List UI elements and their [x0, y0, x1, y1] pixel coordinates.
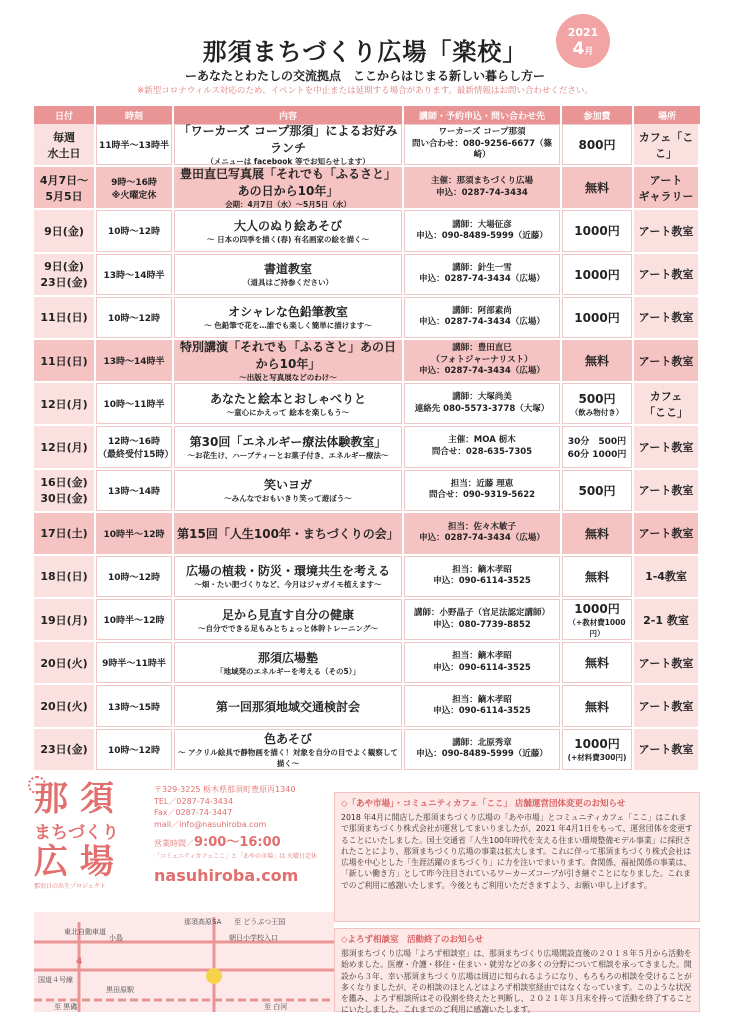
cell-fee: 800円 — [562, 124, 634, 165]
map-label: 至 白河 — [264, 1003, 288, 1011]
header-content: 内容 — [174, 106, 404, 124]
table-row — [34, 383, 700, 426]
cell-content: 第30回「エネルギー療法体験教室」 ～お花生け、ハーブティーとお菓子付き、エネルギー療法～ — [174, 426, 404, 467]
table-row — [34, 729, 700, 772]
map-label: 朝日小学校入口 — [229, 934, 278, 942]
table-row — [34, 556, 700, 599]
cell-content: 書道教室 （道具はご持参ください） — [174, 254, 404, 295]
notice-box-cafe — [334, 792, 700, 922]
cell-fee: 500円 — [562, 470, 634, 511]
cell-time: 13時～15時 — [96, 685, 174, 726]
notice-title: ◇よろず相談室 活動終了のお知らせ — [341, 935, 484, 945]
cell-date: 18日(日) — [34, 556, 96, 597]
address: 〒329-3225 栃木県那須町豊原丙1340 — [154, 785, 296, 794]
cell-date: 毎週 水土日 — [34, 124, 96, 165]
cell-fee: 30分 500円 60分 1000円 — [562, 426, 634, 467]
cell-time: 12時～16時 （最終受付15時） — [96, 426, 174, 467]
cell-fee: 1000円 — [562, 210, 634, 251]
cell-date: 23日(金) — [34, 729, 96, 770]
cell-place: カフェ 「ここ」 — [634, 383, 700, 424]
cell-place: カフェ「ここ」 — [634, 124, 700, 165]
cell-place: 2-1 教室 — [634, 599, 700, 640]
cell-time: 13時～14時 — [96, 470, 174, 511]
cell-time: 13時～14時半 — [96, 254, 174, 295]
cell-place: アート教室 — [634, 210, 700, 251]
cell-date: 11日(日) — [34, 340, 96, 381]
cell-place: アート教室 — [634, 513, 700, 554]
table-row — [34, 599, 700, 642]
logo — [34, 779, 154, 890]
cell-content: 広場の植栽・防災・環境共生を考える ～畑・たい肥づくりなど、今月はジャガイモ植えます～ — [174, 556, 404, 597]
page-title: 那須まちづくり広場「楽校」 — [202, 38, 528, 66]
month-badge — [556, 14, 610, 68]
cell-date: 12日(月) — [34, 383, 96, 424]
fax: Fax／0287-74-3447 — [154, 808, 233, 818]
cell-contact: 講師：大塚尚美 連絡先 080-5573-3778（大塚） — [404, 383, 562, 424]
cell-place: アート教室 — [634, 340, 700, 381]
cell-content: 大人のぬり絵あそび ～ 日本の四季を描く(春) 有名画家の絵を描く～ — [174, 210, 404, 251]
cell-fee: 無料 — [562, 685, 634, 726]
cell-contact: 講師：北原秀章 申込：090-8489-5999（近藤） — [404, 729, 562, 770]
header-place: 場所 — [657, 111, 676, 122]
cell-contact: 担当：佐々木敏子 申込：0287-74-3434（広場） — [404, 513, 562, 554]
cell-time: 10時～12時 — [96, 210, 174, 251]
cell-place: 1-4教室 — [634, 556, 700, 597]
header-contact: 講師・予約申込・問い合わせ先 — [404, 106, 562, 124]
cell-place: アート教室 — [634, 426, 700, 467]
cell-date: 9日(金) — [34, 210, 96, 251]
cell-content: 足から見直す自分の健康 ～自分でできる足もみとちょっと体幹トレーニング～ — [174, 599, 404, 640]
cell-place: アート教室 — [634, 254, 700, 295]
mail[interactable]: mail／info@nasuhiroba.com — [154, 819, 267, 829]
cell-time: 10時半～12時 — [96, 599, 174, 640]
table-row — [34, 685, 700, 728]
table-row — [34, 210, 700, 253]
cell-date: 12日(月) — [34, 426, 96, 467]
table-row — [34, 513, 700, 556]
tel: TEL／0287-74-3434 — [154, 796, 234, 806]
cell-time: 9時半～11時半 — [96, 642, 174, 683]
cell-date: 19日(月) — [34, 599, 96, 640]
notice-title: ◇「あや市場」・コミュニティカフェ「ここ」 店舗運営団体変更のお知らせ — [341, 799, 626, 809]
cell-contact: 主催：那須まちづくり広場 申込：0287-74-3434 — [404, 167, 562, 208]
cell-place: アート教室 — [634, 729, 700, 770]
cell-content: 特別講演「それでも「ふるさと」あの日から10年」 ～出版と写真展などのわけ～ — [174, 340, 404, 381]
notice-box-consult — [334, 928, 700, 1015]
cell-content: 笑いヨガ ～みんなでおもいきり笑って遊ぼう～ — [174, 470, 404, 511]
cell-fee: 無料 — [562, 642, 634, 683]
map-label: 小島 — [109, 934, 123, 942]
cell-date: 16日(金) 30日(金) — [34, 470, 96, 511]
cell-contact: 担当：近藤 理恵 問合せ：090-9319-5622 — [404, 470, 562, 511]
cell-date: 4月7日～ 5月5日 — [34, 167, 96, 208]
cell-contact: 講師：小野晶子（官足法認定講師） 申込：080-7739-8852 — [404, 599, 562, 640]
schedule-table — [34, 106, 700, 772]
cell-fee: 無料 — [562, 513, 634, 554]
sun-icon — [28, 776, 46, 794]
cell-content: オシャレな色鉛筆教室 ～ 色鉛筆で花を…誰でも楽しく簡単に描けます～ — [174, 297, 404, 338]
cell-content: 色あそび ～ アクリル絵具で静物画を描く！対象を自分の目でよく観察して描く～ — [174, 729, 404, 770]
access-map — [34, 912, 334, 1012]
map-label: 至 どうぶつ王国 — [234, 918, 286, 926]
cell-contact: 講師：豊田直巳 （フォトジャーナリスト） 申込：0287-74-3434（広場） — [404, 340, 562, 381]
header-date: 日付 — [34, 106, 96, 124]
cell-contact: 担当：鏑木孝昭 申込：090-6114-3525 — [404, 642, 562, 683]
cell-content: 豊田直巳写真展「それでも「ふるさと」あの日から10年」 会期：4月7日（水）～5月5日（水） — [174, 167, 404, 208]
map-label: 国道４号線 — [38, 976, 73, 984]
cell-time: 11時半～13時半 — [96, 124, 174, 165]
cell-time: 9時～16時 ※火曜定休 — [96, 167, 174, 208]
cell-place: アート ギャラリー — [634, 167, 700, 208]
hours-note: 「コミュニティカフェここ」と「あやの市場」は 火曜日定休 — [154, 853, 318, 861]
cell-place: アート教室 — [634, 297, 700, 338]
cell-fee: 500円 （飲み物付き） — [562, 383, 634, 424]
cell-contact: 講師：阿部素尚 申込：0287-74-3434（広場） — [404, 297, 562, 338]
table-row — [34, 470, 700, 513]
cell-fee: 無料 — [562, 167, 634, 208]
cell-time: 10時～12時 — [96, 556, 174, 597]
location-marker-icon — [206, 968, 222, 984]
page-subtitle: ーあなたとわたしの交流拠点 ここからはじまる新しい暮らし方ー — [184, 69, 545, 83]
cell-place: アート教室 — [634, 685, 700, 726]
logo-line3: 広 場 — [34, 842, 114, 882]
cell-content: 第一回那須地域交通検討会 — [174, 685, 404, 726]
map-label: 4 — [76, 957, 83, 967]
cell-date: 17日(土) — [34, 513, 96, 554]
map-label: 那須高原SA — [184, 918, 222, 926]
cell-fee: 1000円 （+教材費1000円） — [562, 599, 634, 640]
header-time: 時刻 — [96, 106, 174, 124]
cell-content: あなたと絵本とおしゃべりと ～童心にかえって 絵本を楽しもう～ — [174, 383, 404, 424]
header-fee: 参加費 — [562, 106, 634, 124]
contact-info — [154, 784, 317, 887]
cell-time: 13時～14時半 — [96, 340, 174, 381]
logo-line2: まちづくり — [34, 823, 119, 843]
cell-fee: 無料 — [562, 556, 634, 597]
map-label: 至 黒磯 — [54, 1003, 78, 1011]
cell-date: 20日(火) — [34, 685, 96, 726]
cell-contact: 講師：針生一雪 申込：0287-74-3434（広場） — [404, 254, 562, 295]
table-row — [34, 167, 700, 210]
table-row — [34, 124, 700, 167]
cell-content: 「ワーカーズ コープ那須」によるお好みランチ （メニューは facebook 等でお知らせします） — [174, 124, 404, 165]
cell-content: 第15回「人生100年・まちづくりの会」 — [174, 513, 404, 554]
cell-contact: ワーカーズ コープ那須 問い合わせ：080-9256-6677（篠崎） — [404, 124, 562, 165]
notice-text: 那須まちづくり広場「よろず相談室」は、那須まちづくり広場開設直後の２０１８年５月から活動を始めました。医療・介護・移住・住まい・就労などの多くの分野について相談を承ってきました。開設から３年、幸い那須まちづくり広場は周辺に知られるようになり、もろもろの相談を受けることが多くなりましたが、その相談のほとんどはよろず相談室経由ではなくなっています。このような状況を鑑み、よろず相談所はその役割を終えたと判断し、２０２１年３月末を持って活動を終了することにいたしました。これまでのご利用に感謝いたします。 — [341, 949, 693, 1015]
cell-contact: 担当：鏑木孝昭 申込：090-6114-3525 — [404, 685, 562, 726]
cell-fee: 無料 — [562, 340, 634, 381]
badge-year: 2021 — [567, 26, 599, 39]
logo-line1: 那 須 — [34, 779, 114, 819]
notice-text: 2018 年4月に開店した那須まちづくり広場の「あや市場」とコミュニティカフェ「ここ」はこれまで那須まちづくり株式会社が運営してまいりましたが、2021 年4月1日をもって、運営団体を変更することにいたしました。国土交通省「人生100年時代を支える住まい環境整備モデル事業」に採択されたことにより、那須まちづくり広場の事業は拡大します。これに伴って那須まちづくり株式会社は広場を中心とした「生涯活躍のまちづくり」に力を注いでまいります。食関係、福祉関係の事業は、「新しい働き方」として昨今注目されているワーカーズコープが引き継ぐことになりました。これまでのご利用に感謝いたします。今後ともご利用いただきますよう、お願い申し上げます。 — [341, 813, 693, 890]
cell-date: 9日(金) 23日(金) — [34, 254, 96, 295]
table-row — [34, 426, 700, 469]
cell-time: 10時～12時 — [96, 729, 174, 770]
cell-content: 那須広場塾 「地域発のエネルギーを考える（その5）」 — [174, 642, 404, 683]
cell-time: 10時～11時半 — [96, 383, 174, 424]
table-body — [34, 124, 700, 772]
table-row — [34, 642, 700, 685]
cell-contact: 担当：鏑木孝昭 申込：090-6114-3525 — [404, 556, 562, 597]
cell-fee: 1000円 — [562, 254, 634, 295]
map-label: 黒田原駅 — [106, 986, 134, 994]
cell-time: 10時半～12時 — [96, 513, 174, 554]
cell-fee: 1000円 — [562, 297, 634, 338]
cell-contact: 主催：MOA 栃木 問合せ：028-635-7305 — [404, 426, 562, 467]
table-row — [34, 340, 700, 383]
cell-date: 20日(火) — [34, 642, 96, 683]
cell-date: 11日(日) — [34, 297, 96, 338]
badge-month: 4月 — [572, 39, 594, 59]
covid-notice: ※新型コロナウィルス対応のため、イベントを中止または延期する場合があります。最新情報はお問い合わせください。 — [137, 86, 593, 96]
cell-contact: 講師：大場征彦 申込：090-8489-5999（近藤） — [404, 210, 562, 251]
table-row — [34, 254, 700, 297]
cell-place: アート教室 — [634, 470, 700, 511]
table-row — [34, 297, 700, 340]
hours: 営業時間／9:00～16:00 — [154, 835, 281, 851]
cell-fee: 1000円 (+材料費300円) — [562, 729, 634, 770]
map-label: 東北自動車道 — [64, 928, 106, 936]
footer — [34, 779, 700, 1015]
website-link[interactable]: nasuhiroba.com — [154, 865, 299, 885]
cell-time: 10時～12時 — [96, 297, 174, 338]
logo-subtitle: 那須日の出生プロジェクト — [34, 883, 106, 890]
cell-place: アート教室 — [634, 642, 700, 683]
